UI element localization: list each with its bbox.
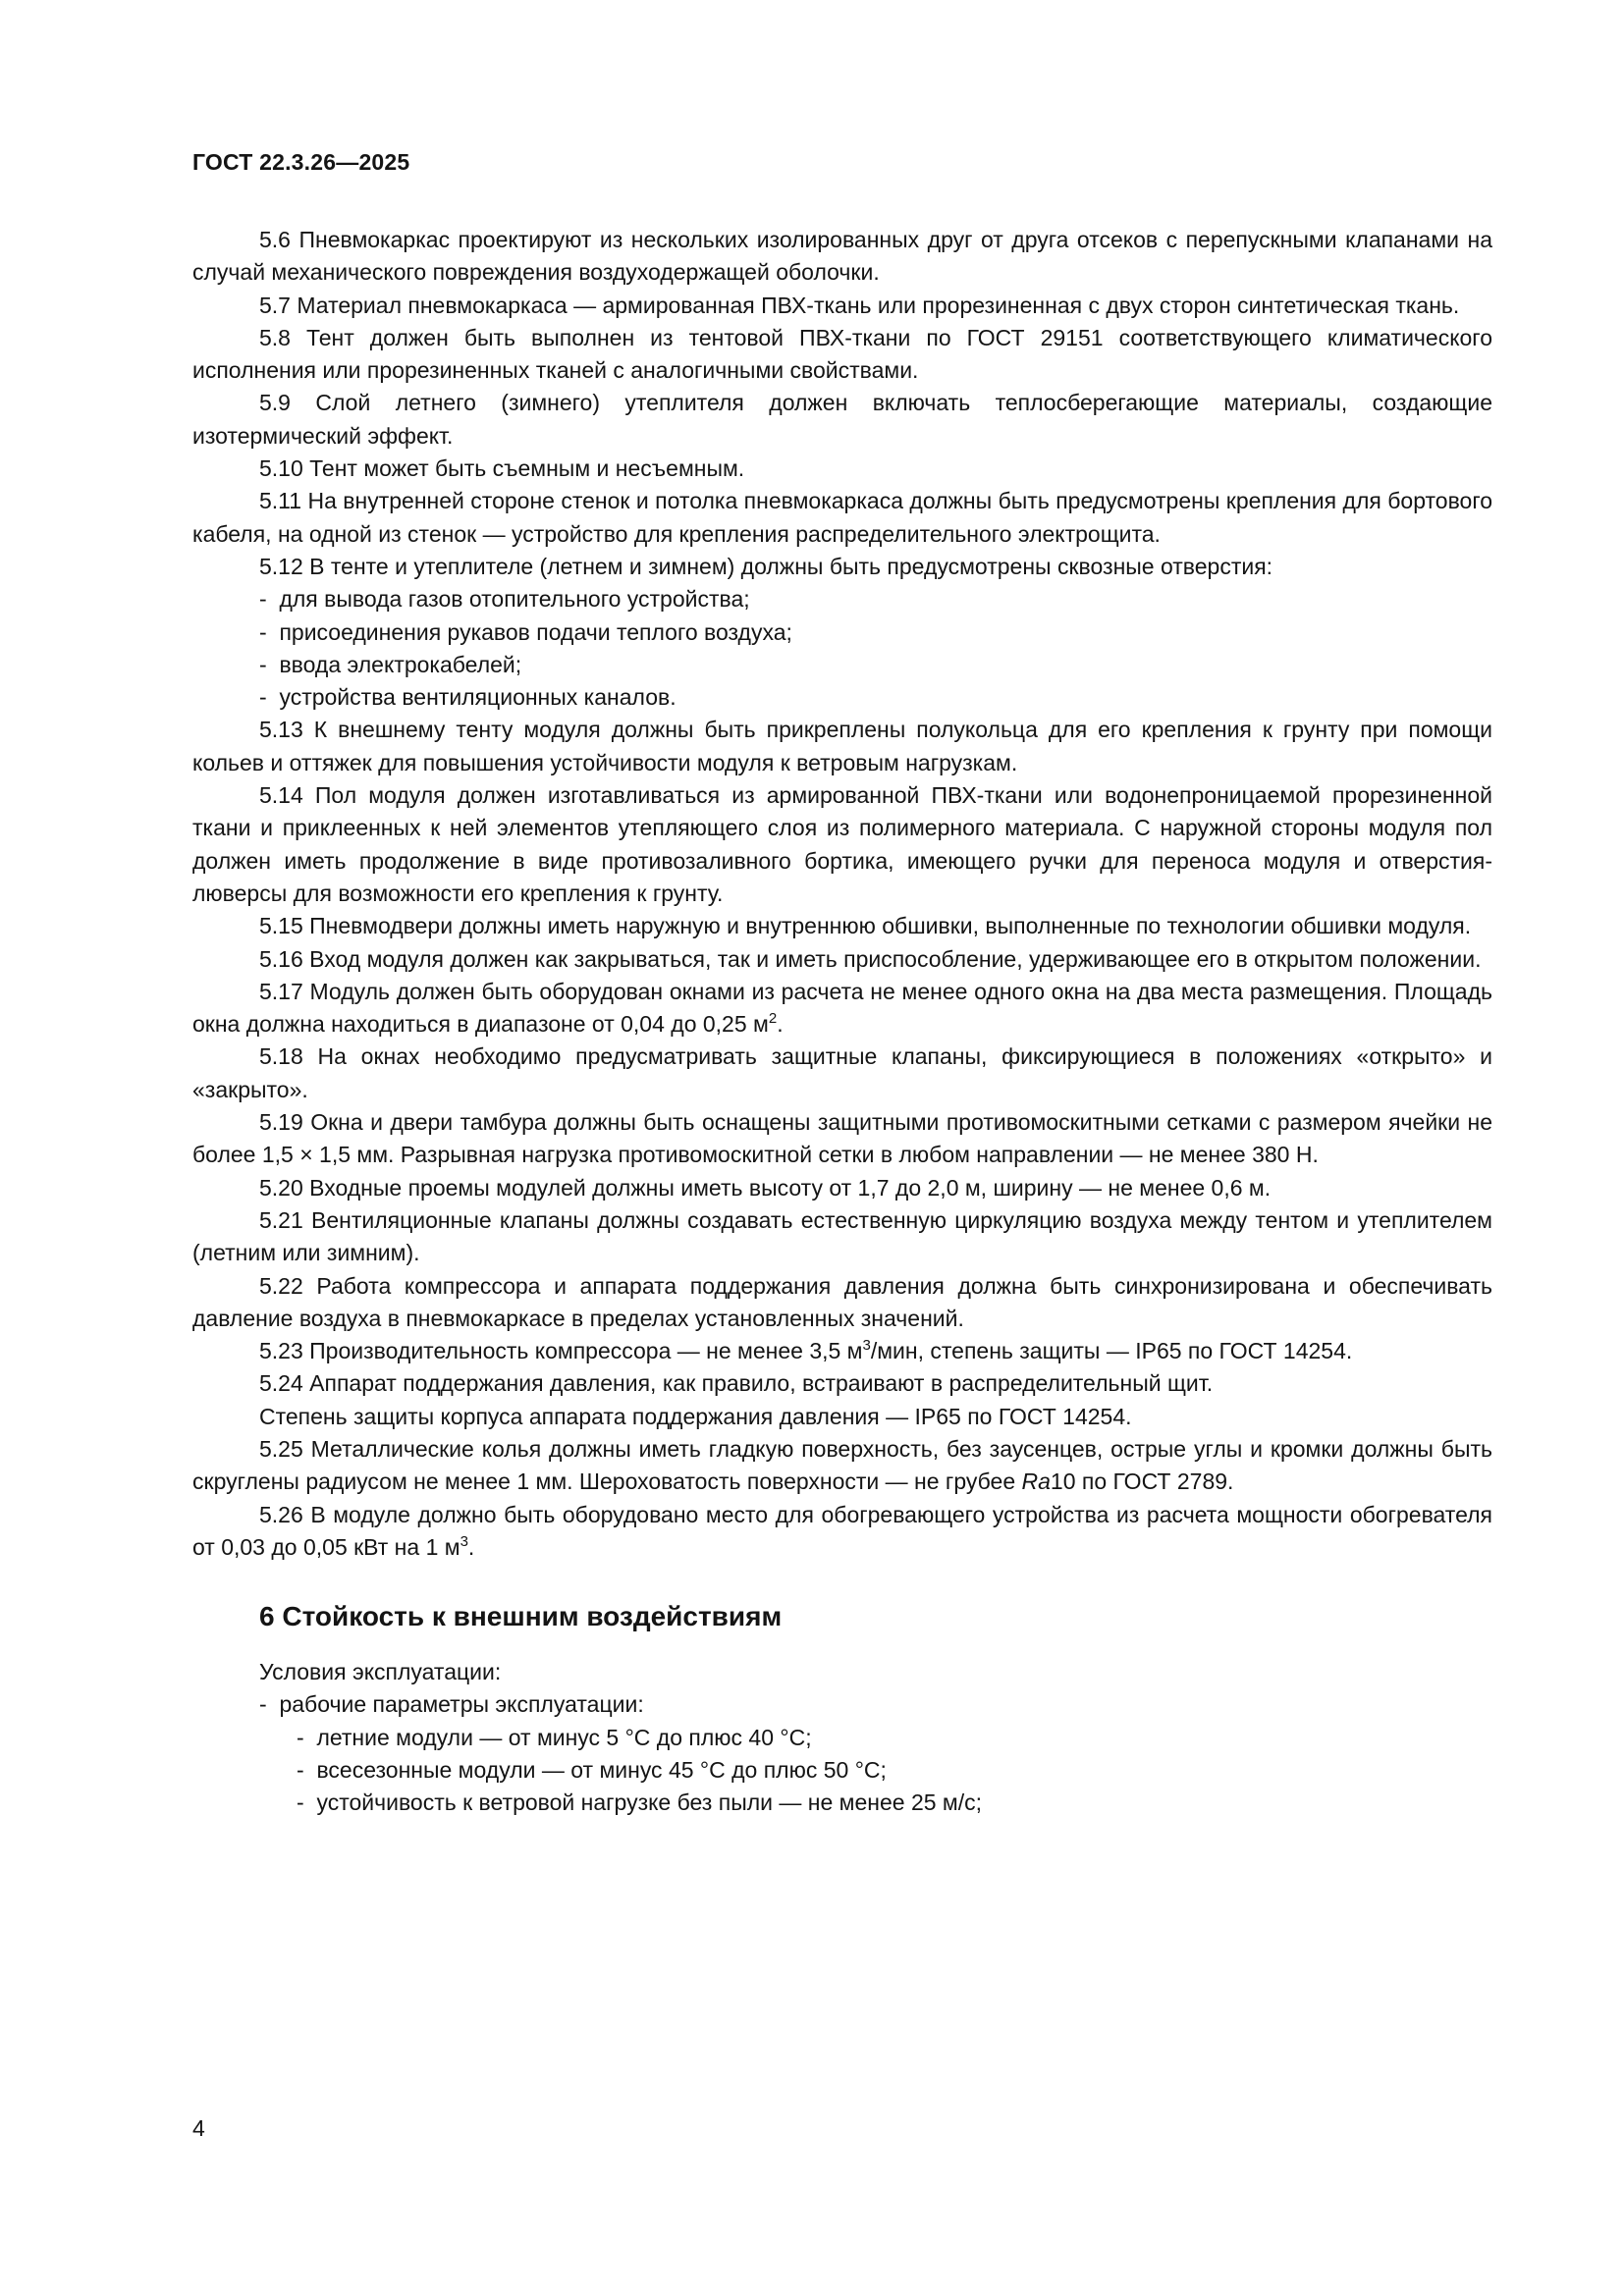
section-6-title: 6 Стойкость к внешним воздействиям	[259, 1601, 783, 1632]
roughness-symbol: Ra	[1021, 1468, 1051, 1495]
paragraph-5-6: 5.6 Пневмокаркас проектируют из нескольких изолированных друг от друга отсеков с перепускными клапанами на случай механического повреждения воздуходержащей оболочки.	[192, 227, 1492, 286]
paragraph-5-14: 5.14 Пол модуля должен изготавливаться из армированной ПВХ-ткани или водонепроницаемой прорезиненной ткани и приклеенных к ней элементов утепляющего слоя из полимерного материала. С наружной стороны модуля пол должен иметь продолжение в виде противозаливного бортика, имеющего ручки для переноса модуля и отверстия-люверсы для возможности его крепления к грунту.	[192, 782, 1492, 906]
paragraph-5-23-text-end: /мин, степень защиты — IP65 по ГОСТ 14254.	[870, 1338, 1353, 1364]
paragraph-5-8: 5.8 Тент должен быть выполнен из тентовой ПВХ-ткани по ГОСТ 29151 соответствующего климатического исполнения или прорезиненных тканей с аналогичными свойствами.	[192, 324, 1492, 384]
paragraph-5-13: 5.13 К внешнему тенту модуля должны быть прикреплены полукольца для его крепления к грунту при помощи кольев и оттяжек для повышения устойчивости модуля к ветровым нагрузкам.	[192, 717, 1492, 775]
document-body	[192, 224, 1492, 1820]
paragraph-5-12: 5.12 В тенте и утеплителе (летнем и зимнем) должны быть предусмотрены сквозные отверстия:	[259, 553, 1273, 579]
superscript: 2	[768, 1010, 778, 1028]
paragraph-5-25-text: 5.25 Металлические колья должны иметь гладкую поверхность, без заусенцев, острые углы и кромки должны быть скруглены радиусом не менее 1 мм. Шероховатость поверхности — не грубее	[192, 1435, 1492, 1495]
list-item: - ввода электрокабелей;	[192, 649, 1492, 681]
paragraph-5-16: 5.16 Вход модуля должен как закрываться, так и иметь приспособление, удерживающее его в открытом положении.	[259, 945, 1482, 972]
paragraph-5-25	[192, 1433, 1492, 1499]
paragraph-5-24: 5.24 Аппарат поддержания давления, как правило, встраивают в распределительный щит.	[259, 1370, 1214, 1397]
sub-list-item: - летние модули — от минус 5 °С до плюс 40 °С;	[192, 1722, 1492, 1754]
paragraph-5-17	[192, 976, 1492, 1041]
list-item: - рабочие параметры эксплуатации:	[192, 1688, 1492, 1721]
paragraph-5-20: 5.20 Входные проемы модулей должны иметь высоту от 1,7 до 2,0 м, ширину — не менее 0,6 м.	[259, 1174, 1272, 1201]
paragraph-5-10: 5.10 Тент может быть съемным и несъемным.	[259, 455, 745, 482]
paragraph-5-18: 5.18 На окнах необходимо предусматривать защитные клапаны, фиксирующиеся в положениях «открыто» и «закрыто».	[192, 1043, 1492, 1102]
paragraph-5-15: 5.15 Пневмодвери должны иметь наружную и внутреннюю обшивки, выполненные по технологии обшивки модуля.	[259, 913, 1472, 939]
paragraph-5-7: 5.7 Материал пневмокаркаса — армированная ПВХ-ткань или прорезиненная с двух сторон синтетическая ткань.	[259, 292, 1460, 318]
list-item: - для вывода газов отопительного устройства;	[192, 583, 1492, 615]
list-item: - устройства вентиляционных каналов.	[192, 681, 1492, 714]
superscript: 3	[460, 1532, 468, 1550]
paragraph-5-11: 5.11 На внутренней стороне стенок и потолка пневмокаркаса должны быть предусмотрены крепления для бортового кабеля, на одной из стенок — устройство для крепления распределительного электрощита.	[192, 488, 1492, 547]
paragraph-5-24-note: Степень защиты корпуса аппарата поддержания давления — IP65 по ГОСТ 14254.	[259, 1403, 1132, 1429]
paragraph-5-26-text: 5.26 В модуле должно быть оборудовано место для обогревающего устройства из расчета мощности обогревателя от 0,03 до 0,05 кВт на 1 м	[192, 1501, 1492, 1560]
paragraph-5-23	[192, 1335, 1492, 1367]
sub-list-item: - всесезонные модули — от минус 45 °С до плюс 50 °С;	[192, 1754, 1492, 1787]
paragraph-5-23-text: 5.23 Производительность компрессора — не менее 3,5 м	[259, 1338, 863, 1364]
paragraph-5-26	[192, 1499, 1492, 1565]
sub-list-item: - устойчивость к ветровой нагрузке без пыли — не менее 25 м/с;	[192, 1787, 1492, 1819]
page-number: 4	[192, 2115, 205, 2141]
paragraph-5-9: 5.9 Слой летнего (зимнего) утеплителя должен включать теплосберегающие материалы, создающие изотермический эффект.	[192, 390, 1492, 449]
paragraph-5-19: 5.19 Окна и двери тамбура должны быть оснащены защитными противомоскитными сетками с размером ячейки не более 1,5 × 1,5 мм. Разрывная нагрузка противомоскитной сетки в любом направлении — не менее 380 Н.	[192, 1109, 1492, 1168]
paragraph-end: .	[467, 1533, 475, 1560]
list-item: - присоединения рукавов подачи теплого воздуха;	[192, 616, 1492, 649]
paragraph-5-17-text: 5.17 Модуль должен быть оборудован окнами из расчета не менее одного окна на два места размещения. Площадь окна должна находиться в диапазоне от 0,04 до 0,25 м	[192, 978, 1492, 1038]
section-6-intro: Условия эксплуатации:	[259, 1659, 502, 1685]
superscript: 3	[862, 1337, 871, 1355]
paragraph-5-21: 5.21 Вентиляционные клапаны должны создавать естественную циркуляцию воздуха между тентом и утеплителем (летним или зимним).	[192, 1206, 1492, 1266]
document-header: ГОСТ 22.3.26—2025	[192, 149, 410, 175]
paragraph-5-25-text-end: 10 по ГОСТ 2789.	[1050, 1468, 1234, 1495]
paragraph-end: .	[777, 1011, 784, 1038]
paragraph-5-22: 5.22 Работа компрессора и аппарата поддержания давления должна быть синхронизирована и обеспечивать давление воздуха в пневмокаркасе в пределах установленных значений.	[192, 1272, 1492, 1331]
